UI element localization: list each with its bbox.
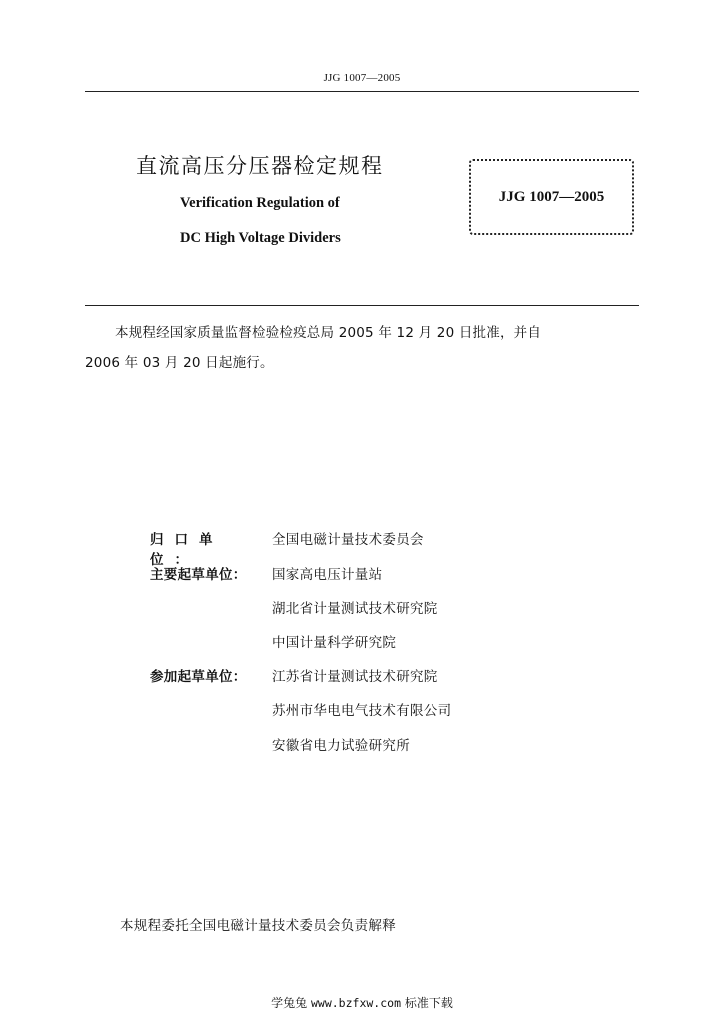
participant-label: 参加起草单位： <box>150 669 247 685</box>
top-rule <box>85 91 639 92</box>
participant-item: 江苏省计量测试技术研究院 <box>272 669 438 685</box>
main-drafter-item: 湖北省计量测试技术研究院 <box>272 601 438 617</box>
interpretation-note: 本规程委托全国电磁计量技术委员会负责解释 <box>120 918 396 934</box>
code-box-text: JJG 1007—2005 <box>498 189 605 205</box>
participant-item: 安徽省电力试验研究所 <box>272 738 410 754</box>
responsible-unit-value: 全国电磁计量技术委员会 <box>272 532 424 548</box>
title-english-line1: Verification Regulation of <box>180 195 340 211</box>
main-drafter-item: 国家高电压计量站 <box>272 567 383 583</box>
download-label: 标准下载 <box>404 996 453 1010</box>
header-code: JJG 1007—2005 <box>323 72 401 84</box>
approval-paragraph <box>85 318 639 378</box>
responsible-unit-label: 归口单位： <box>150 532 224 568</box>
main-drafter-label: 主要起草单位： <box>150 567 247 583</box>
title-chinese: 直流高压分压器检定规程 <box>136 154 384 178</box>
download-note <box>0 994 724 1011</box>
title-english-line2: DC High Voltage Dividers <box>180 230 341 246</box>
code-box <box>469 159 634 235</box>
participant-item: 苏州市华电电气技术有限公司 <box>272 703 452 719</box>
approval-line1: 本规程经国家质量监督检验检疫总局 2005 年 12 月 20 日批准，并自 <box>115 325 542 341</box>
site-name: 学兔兔 <box>271 996 308 1010</box>
title-rule <box>85 305 639 306</box>
site-url[interactable]: www.bzfxw.com <box>310 996 401 1010</box>
approval-line2: 2006 年 03 月 20 日起施行。 <box>85 355 274 371</box>
main-drafter-item: 中国计量科学研究院 <box>272 635 397 651</box>
